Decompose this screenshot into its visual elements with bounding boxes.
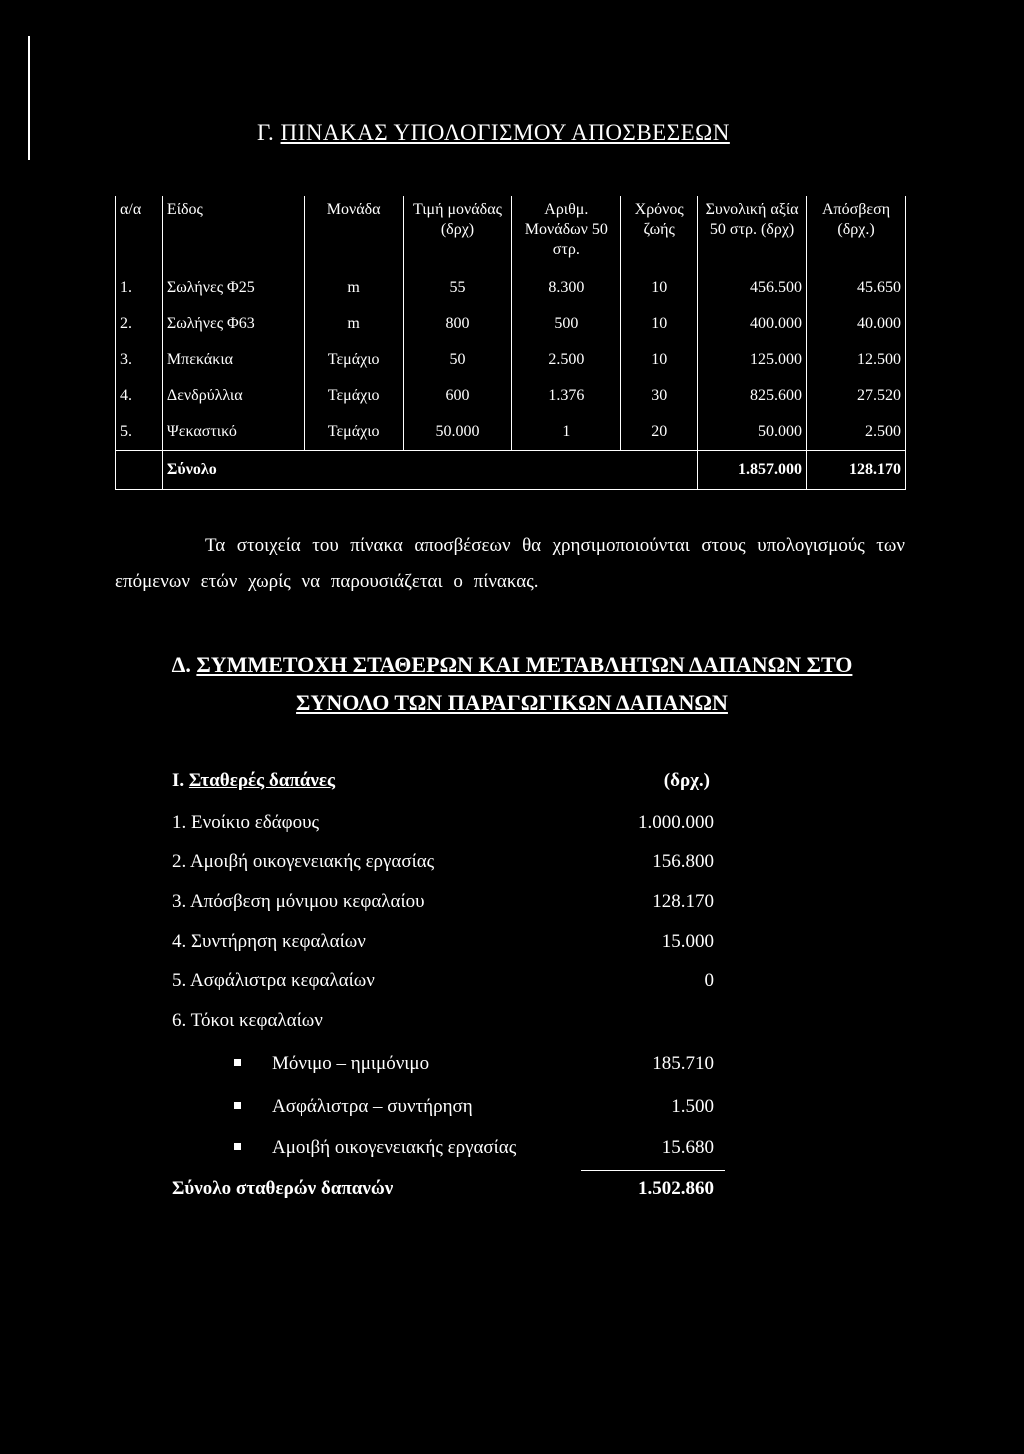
item-label: 3. Απόσβεση μόνιμου κεφαλαίου bbox=[172, 891, 425, 912]
header-depreciation: Απόσβεση (δρχ.) bbox=[807, 196, 906, 270]
total-value: 1.857.000 bbox=[698, 451, 807, 490]
cell-dep: 45.650 bbox=[807, 270, 906, 306]
fixed-costs-heading-label bbox=[172, 770, 335, 792]
list-item bbox=[172, 812, 732, 842]
section-d-prefix: Δ. bbox=[171, 652, 197, 677]
section-d-title-line1 bbox=[0, 652, 1024, 678]
sub-list-item bbox=[172, 1137, 732, 1167]
cell-item: Σωλήνες Φ63 bbox=[162, 306, 304, 342]
cell-price: 800 bbox=[403, 306, 512, 342]
fixed-costs-heading bbox=[172, 770, 732, 800]
cell-value: 125.000 bbox=[698, 342, 807, 378]
cell-item: Μπεκάκια bbox=[162, 342, 304, 378]
sub-item-label: Ασφάλιστρα – συντήρηση bbox=[272, 1096, 473, 1117]
cell-dep: 40.000 bbox=[807, 306, 906, 342]
header-item: Είδος bbox=[162, 196, 304, 270]
total-spacer bbox=[512, 451, 621, 490]
total-label: Σύνολο bbox=[162, 451, 304, 490]
cell-qty: 1 bbox=[512, 414, 621, 451]
depreciation-table bbox=[115, 196, 906, 490]
cell-no: 1. bbox=[116, 270, 163, 306]
item-value: 0 bbox=[704, 970, 714, 991]
header-no: α/α bbox=[116, 196, 163, 270]
cell-price: 600 bbox=[403, 378, 512, 414]
cell-qty: 8.300 bbox=[512, 270, 621, 306]
list-item bbox=[172, 851, 732, 881]
cell-qty: 500 bbox=[512, 306, 621, 342]
cell-dep: 12.500 bbox=[807, 342, 906, 378]
total-dep: 128.170 bbox=[807, 451, 906, 490]
heading-prefix: Ι. bbox=[172, 770, 189, 791]
table-total-row bbox=[116, 451, 906, 490]
cell-no: 4. bbox=[116, 378, 163, 414]
cell-unit: Τεμάχιο bbox=[304, 378, 403, 414]
item-value: 128.170 bbox=[652, 891, 714, 912]
table-header-row bbox=[116, 196, 906, 270]
cell-value: 400.000 bbox=[698, 306, 807, 342]
cell-no: 5. bbox=[116, 414, 163, 451]
header-qty: Αριθμ. Μονάδων 50 στρ. bbox=[512, 196, 621, 270]
sub-list-item bbox=[172, 1053, 732, 1083]
header-unit-price: Τιμή μονάδας (δρχ) bbox=[403, 196, 512, 270]
list-item bbox=[172, 970, 732, 1000]
header-unit: Μονάδα bbox=[304, 196, 403, 270]
bullet-icon bbox=[234, 1102, 241, 1109]
cell-item: Ψεκαστικό bbox=[162, 414, 304, 451]
sub-item-value: 185.710 bbox=[652, 1053, 714, 1074]
header-total-value: Συνολική αξία 50 στρ. (δρχ) bbox=[698, 196, 807, 270]
cell-item: Σωλήνες Φ25 bbox=[162, 270, 304, 306]
cell-life: 20 bbox=[621, 414, 698, 451]
sum-divider bbox=[581, 1170, 725, 1171]
item-label: 2. Αμοιβή οικογενειακής εργασίας bbox=[172, 851, 435, 872]
cell-qty: 2.500 bbox=[512, 342, 621, 378]
cell-life: 30 bbox=[621, 378, 698, 414]
bullet-icon bbox=[234, 1059, 241, 1066]
cell-price: 50 bbox=[403, 342, 512, 378]
cell-dep: 2.500 bbox=[807, 414, 906, 451]
header-life: Χρόνος ζωής bbox=[621, 196, 698, 270]
cell-value: 456.500 bbox=[698, 270, 807, 306]
cell-unit: m bbox=[304, 306, 403, 342]
item-label: 1. Ενοίκιο εδάφους bbox=[172, 812, 320, 833]
total-value: 1.502.860 bbox=[638, 1178, 714, 1199]
item-label: 4. Συντήρηση κεφαλαίων bbox=[172, 931, 366, 952]
cell-life: 10 bbox=[621, 270, 698, 306]
sub-item-label: Μόνιμο – ημιμόνιμο bbox=[272, 1053, 430, 1074]
item-value: 1.000.000 bbox=[638, 812, 714, 833]
total-label: Σύνολο σταθερών δαπανών bbox=[172, 1178, 394, 1199]
table-row bbox=[116, 378, 906, 414]
sub-item-value: 1.500 bbox=[671, 1096, 714, 1117]
list-item bbox=[172, 891, 732, 921]
cell-item: Δενδρύλλια bbox=[162, 378, 304, 414]
table-row bbox=[116, 342, 906, 378]
section-c-prefix: Γ. bbox=[257, 120, 281, 145]
item-label: 6. Τόκοι κεφαλαίων bbox=[172, 1010, 323, 1031]
cell-unit: Τεμάχιο bbox=[304, 414, 403, 451]
total-spacer bbox=[621, 451, 698, 490]
cell-value: 50.000 bbox=[698, 414, 807, 451]
table-row bbox=[116, 306, 906, 342]
sub-list-item bbox=[172, 1096, 732, 1126]
total-spacer bbox=[304, 451, 403, 490]
table-row bbox=[116, 414, 906, 451]
section-d-title-line2 bbox=[0, 690, 1024, 716]
table-row bbox=[116, 270, 906, 306]
cell-no: 3. bbox=[116, 342, 163, 378]
total-empty-cell bbox=[116, 451, 163, 490]
section-d-title-text-2: ΣΥΝΟΛΟ ΤΩΝ ΠΑΡΑΓΩΓΙΚΩΝ ΔΑΠΑΝΩΝ bbox=[296, 690, 728, 715]
section-d-title-text: ΣΥΜΜΕΤΟΧΗ ΣΤΑΘΕΡΩΝ ΚΑΙ ΜΕΤΑΒΛΗΤΩΝ ΔΑΠΑΝΩΝ ΣΤΟ bbox=[196, 652, 853, 677]
cell-unit: Τεμάχιο bbox=[304, 342, 403, 378]
cell-price: 50.000 bbox=[403, 414, 512, 451]
sub-item-value: 15.680 bbox=[661, 1137, 714, 1158]
cell-dep: 27.520 bbox=[807, 378, 906, 414]
list-item bbox=[172, 931, 732, 961]
total-spacer bbox=[403, 451, 512, 490]
cell-value: 825.600 bbox=[698, 378, 807, 414]
bullet-icon bbox=[234, 1143, 241, 1150]
paragraph-note: Τα στοιχεία του πίνακα αποσβέσεων θα χρησιμοποιούνται στους υπολογισμούς των επόμενων ετών χωρίς να παρουσιάζεται ο πίνακας. bbox=[115, 535, 905, 592]
cell-unit: m bbox=[304, 270, 403, 306]
item-value: 15.000 bbox=[661, 931, 714, 952]
fixed-costs-unit: (δρχ.) bbox=[663, 770, 710, 791]
item-label: 5. Ασφάλιστρα κεφαλαίων bbox=[172, 970, 375, 991]
sub-item-label: Αμοιβή οικογενειακής εργασίας bbox=[272, 1137, 517, 1158]
item-value: 156.800 bbox=[652, 851, 714, 872]
cell-price: 55 bbox=[403, 270, 512, 306]
list-item bbox=[172, 1010, 732, 1040]
section-c-title bbox=[0, 120, 1024, 146]
section-c-title-text: ΠΙΝΑΚΑΣ ΥΠΟΛΟΓΙΣΜΟΥ ΑΠΟΣΒΕΣΕΩΝ bbox=[280, 120, 730, 145]
cell-life: 10 bbox=[621, 306, 698, 342]
heading-text: Σταθερές δαπάνες bbox=[188, 770, 335, 791]
cell-qty: 1.376 bbox=[512, 378, 621, 414]
cell-no: 2. bbox=[116, 306, 163, 342]
cell-life: 10 bbox=[621, 342, 698, 378]
